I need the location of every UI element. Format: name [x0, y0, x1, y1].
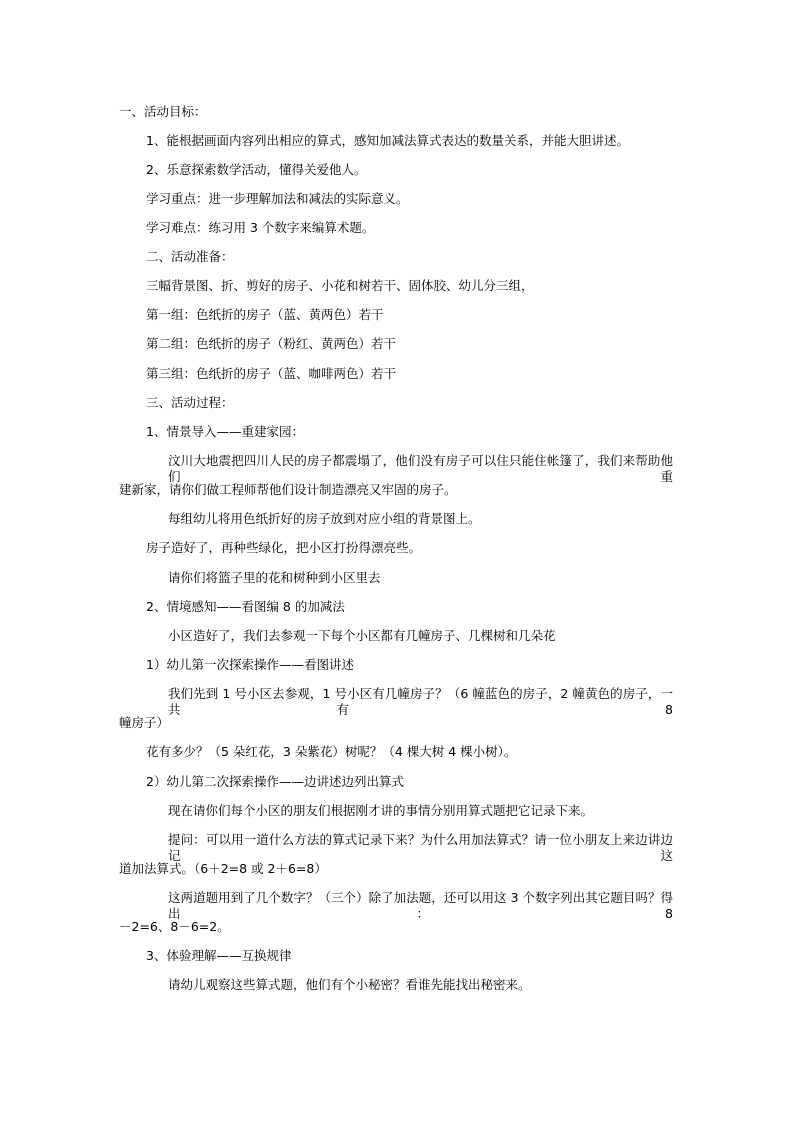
paragraph-line: 道加法算式。（6＋2=8 或 2＋6=8）: [119, 861, 327, 876]
paragraph-line: 小区造好了，我们去参观一下每个小区都有几幢房子、几棵树和几朵花: [168, 628, 556, 643]
difficult-point: 学习难点：练习用 3 个数字来编算术题。: [146, 220, 375, 235]
paragraph-line: 现在请你们每个小区的朋友们根据刚才讲的事情分别用算式题把它记录下来。: [168, 803, 594, 818]
paragraph-line: 每组幼儿将用色纸折好的房子放到对应小组的背景图上。: [168, 511, 481, 526]
paragraph-line: 请你们将篮子里的花和树种到小区里去: [168, 570, 381, 585]
paragraph-line: 提问：可以用一道什么方法的算式记录下来？为什么用加法算式？请一位小朋友上来边讲边记这: [168, 832, 673, 863]
paragraph-line: 汶川大地震把四川人民的房子都震塌了，他们没有房子可以住只能住帐篷了，我们来帮助他们重: [168, 453, 673, 484]
paragraph-line: 建新家，请你们做工程师帮他们设计制造漂亮又牢固的房子。: [119, 482, 457, 497]
paragraph-line: 请幼儿观察这些算式题，他们有个小秘密？看谁先能找出秘密来。: [168, 977, 531, 992]
sub-step-1-heading: 1）幼儿第一次探索操作——看图讲述: [146, 657, 354, 672]
paragraph-line: 房子造好了，再种些绿化，把小区打扮得漂亮些。: [146, 540, 422, 555]
goal-item-1: 1、能根据画面内容列出相应的算式，感知加减法算式表达的数量关系，并能大胆讲述。: [146, 133, 629, 148]
step-2-heading: 2、情境感知——看图编 8 的加减法: [146, 599, 345, 614]
goal-item-2: 2、乐意探索数学活动，懂得关爱他人。: [146, 162, 367, 177]
paragraph-line: 这两道题用到了几个数字？（三个）除了加法题，还可以用这 3 个数字列出其它题目吗？得出：8: [168, 890, 673, 921]
section-heading-preparation: 二、活动准备：: [146, 249, 234, 264]
group-2: 第二组：色纸折的房子（粉红、黄两色）若干: [146, 336, 397, 351]
section-heading-goals: 一、活动目标：: [119, 104, 207, 119]
paragraph-line: 我们先到 1 号小区去参观，1 号小区有几幢房子？（6 幢蓝色的房子，2 幢黄色的房子，一共有 8: [168, 686, 673, 717]
section-heading-process: 三、活动过程：: [146, 395, 234, 410]
group-3: 第三组：色纸折的房子（蓝、咖啡两色）若干: [146, 366, 397, 381]
group-1: 第一组：色纸折的房子（蓝、黄两色）若干: [146, 307, 384, 322]
step-3-heading: 3、体验理解——互换规律: [146, 948, 292, 963]
paragraph-line: 幢房子）: [119, 715, 170, 730]
key-point: 学习重点：进一步理解加法和减法的实际意义。: [146, 191, 409, 206]
step-1-heading: 1、情景导入——重建家园：: [146, 424, 304, 439]
paragraph-line: －2=6、8－6=2。: [119, 919, 230, 934]
sub-step-2-heading: 2）幼儿第二次探索操作——边讲述边列出算式: [146, 774, 404, 789]
paragraph-line: 花有多少？（5 朵红花，3 朵紫花）树呢？（4 棵大树 4 棵小树）。: [146, 744, 517, 759]
preparation-materials: 三幅背景图、折、剪好的房子、小花和树若干、固体胶、幼儿分三组，: [146, 278, 534, 293]
